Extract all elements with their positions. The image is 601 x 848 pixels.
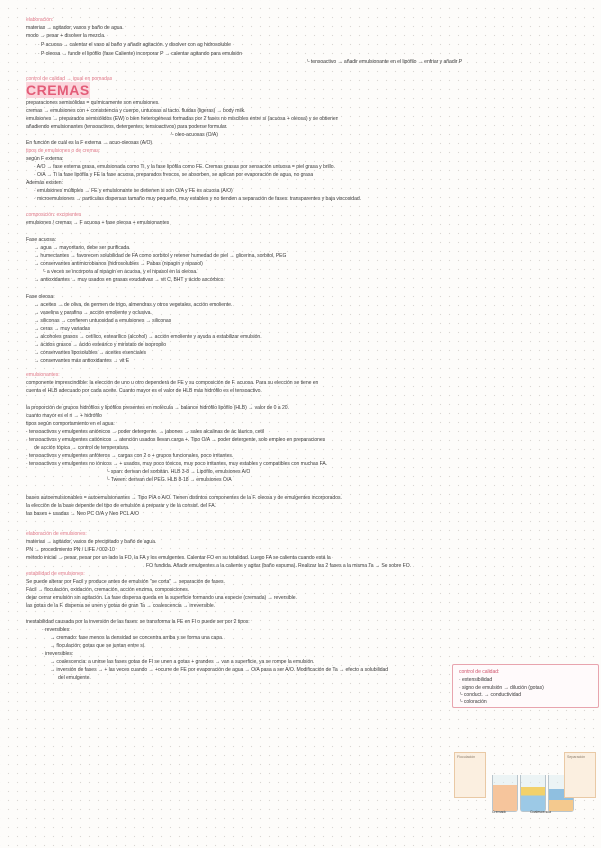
- note-line: → conservantes antimicrobianos (hidrosolubles → Pabas (nipagín y nipasol): [34, 261, 203, 267]
- note-line: → cremado: fase menos la densidad se concentra arriba y se forma una capa.: [50, 635, 224, 641]
- note-line: → conservantes más antioxidantes → vit E: [34, 358, 130, 364]
- note-line: └ span: derivan del sorbitán. HLB 3-8 → Lipófilo, emulsiones A/O: [106, 469, 251, 475]
- note-line: cuanto mayor es el n → + hidrófilo: [26, 413, 102, 419]
- note-line: Se puede alterar por Facil y produce antes de emulsión "se corta" → separación de fases.: [26, 579, 225, 585]
- note-line: materias → agitador, vasos de precipitado y baño de agua.: [26, 539, 157, 545]
- note-line: la proporción de grupos hidrófilos y lipófilos presentes en molécula → balance hidrófilo lipófilo (HLB) → valor de 0 a 20.: [26, 405, 289, 411]
- note-line: cremas → emulsiones con + consistencia y cuerpo, untuosas al tacto. fluidas (ligeras) → body milk.: [26, 108, 246, 114]
- note-line: → humectantes → favorecen solubilidad de FA como sorbitol y retener humedad de piel → glicerina, sorbitol, PEG: [34, 253, 287, 259]
- note-line: → conservantes liposolubles → aceites esenciales: [34, 350, 146, 356]
- note-line: cuenta el HLB adecuado por cada aceite. Cuanto mayor es el valor de HLB más hidrófilo es el tensoactivo.: [26, 388, 262, 394]
- note-line: → floculación: gotas que se juntan entre sí.: [50, 643, 146, 649]
- note-line: · P oleosa → fundir el lipófilo (fase Caliente) incorporar P → calentar agitando para emulsión: [38, 51, 243, 57]
- note-line: · A/O → fase externa grasa, emulsionada como Ti, y la fase lipófila como FE. Cremas grasas por sensación untuosa = piel grasa y brillo.: [34, 164, 335, 170]
- note-line: elaboración:: [26, 17, 54, 23]
- note-line: → ácidos grasos → ácido esteárico y miristato de isopropilo: [34, 342, 167, 348]
- figure-label: Cremado: [492, 810, 507, 814]
- note-line: · O/A → Ti la fase lipófila y FE la fase acuosa, preparados frescos, se absorben, se aplican por evaporación de agua, no grasa: [34, 172, 314, 178]
- note-line: FO fundida. Añadir emulgentes a la caliente y agitar (baño espuma). Realizar las 2 fases a la misma Ta → Se sobre FO.: [146, 563, 412, 569]
- note-line: · microemulsiones → partículas dispersas tamaño muy pequeño, muy estables y no tienden a separación de fases. transparentes y baja viscosidad.: [34, 196, 362, 202]
- note-line: dejar cerrar emulsión sin agitación. La fase dispersa queda en la superficie formando una especie (cremada) → reversible.: [26, 595, 297, 601]
- note-line: PN → procedimiento PN / LIFE / 002-10: [26, 547, 115, 553]
- note-line: tipos de emulsiones o de cremas:: [26, 148, 101, 154]
- beaker-icon: [520, 775, 546, 812]
- figure-panel-left: [454, 752, 486, 798]
- note-line: composición: excipientes: [26, 212, 82, 218]
- note-line: → agua → mayoritario, debe ser purificada.: [34, 245, 131, 251]
- note-line: · tensoactivos y emulgentes aniónicos → poder detergente. → jabones → sales alcalinas de ác láurico, cetil: [26, 429, 264, 435]
- note-line: └ tensoactivo → añadir emulsionante en el lipófilo → enfriar y añadir P: [306, 59, 463, 65]
- note-line: Fácil → floculación, oxidación, cremación, acción enzima, composiciones.: [26, 587, 190, 593]
- note-line: → ceras → muy variadas: [34, 326, 91, 332]
- note-line: control de calidad → igual en pomadas: [26, 76, 113, 82]
- note-line: emulsiones → preparados semisólidos (EW) o bien heterogéneas formadas por 2 fases no miscibles entre sí (acuosa + oleosa) y se obtienen: [26, 116, 339, 122]
- note-line: componente imprescindible: la elección de uno u otro dependerá de FE y su composición de F. acuosa. Para su elección se tiene en: [26, 380, 319, 386]
- note-line: · tensoactivos y emulgentes no iónicos → + usados, muy poco tóxicos, muy poco irritantes, muy estables y compatibles con muchas FA.: [26, 461, 328, 467]
- emulsion-instability-figure: [452, 746, 597, 816]
- note-line: · P acuosa → calentar el vaso al baño y añadir agitación. y disolver con ag hidrosoluble: [38, 42, 231, 48]
- note-line: → coalescencia: a unirse las fases gotas de FI se unen a gotas + grandes → van a superficie, ya se rompe la emulsión.: [50, 659, 315, 665]
- note-line: de acción tópica → control de temperatura.: [34, 445, 130, 451]
- figure-label: Floculación: [457, 755, 476, 759]
- note-line: del emulgente.: [58, 675, 91, 681]
- title-text: CREMAS: [26, 82, 90, 98]
- page-title: [26, 82, 90, 98]
- note-line: Fase oleosa:: [26, 294, 55, 300]
- note-line: → antioxidantes → muy usados en grasas exudativas → vit C, BHT y ácido ascórbico.: [34, 277, 225, 283]
- box-item: · extensibilidad: [459, 677, 493, 683]
- note-line: Fase acuosa:: [26, 237, 56, 243]
- note-line: · emulsiones múltiples → FE y emulsionante se detienen si son O/A y FE es acuosa (A/O): [34, 188, 233, 194]
- note-line: las bases + usadas → Neo PC O/A y Neo PCL A/O: [26, 511, 139, 517]
- quality-control-box: [452, 664, 599, 708]
- note-line: estabilidad de emulsiones:: [26, 571, 85, 577]
- note-line: · reversibles:: [42, 627, 71, 633]
- note-line: método inicial → pesar, pesar por un lado la FO, la FA y los emulgentes. Calentar FO en su totalidad. Luego FA se calienta cuando está la: [26, 555, 331, 561]
- figure-panel-right: [564, 752, 596, 798]
- note-line: emulsiones / cremas → F acuosa + fase oleosa + emulsionantes: [26, 220, 170, 226]
- note-line: añadiendo emulsionantes (tensoactivos, detergentes, tensioactivos) para poderse formular.: [26, 124, 228, 130]
- note-line: emulsionantes:: [26, 372, 60, 378]
- figure-label: Separación: [567, 755, 586, 759]
- note-line: modo → pesar + disolver la mezcla.: [26, 33, 106, 39]
- note-line: elaboración de emulsiones:: [26, 531, 87, 537]
- note-line: └ Tween: derivan del PEG. HLB 8-18 → emulsiones O/A: [106, 477, 232, 483]
- box-item: └ coloración: [459, 699, 487, 705]
- note-line: → aceites → de oliva, de germen de trigo, almendras y otros vegetales, acción emoliente.: [34, 302, 233, 308]
- figure-label: Coalescencia: [530, 810, 551, 814]
- note-line: → alcoholes grasos → cetílico, estearílico (alcohol) → acción emoliente y ayuda a estabilizar emulsión.: [34, 334, 262, 340]
- note-line: └ oleo-acuosas (O/A): [170, 132, 218, 138]
- note-line: tipos según comportamiento en el agua:: [26, 421, 115, 427]
- note-line: Además existen:: [26, 180, 63, 186]
- note-line: la elección de la base depende del tipo de emulsión a preparar y de la consist. del FA.: [26, 503, 216, 509]
- note-line: └ a veces se incorpora al nipagín en acuosa, y el nipasol en la oleosa.: [42, 269, 198, 275]
- note-line: materias → agitador, vasos y baño de agua.: [26, 25, 124, 31]
- box-title: control de calidad:: [459, 669, 500, 675]
- note-line: · tensoactivos y emulgentes anfóteros → cargas con 2 o + grupos funcionales, poco irritantes.: [26, 453, 234, 459]
- box-item: · signo de emulsión → dilución (gotas): [459, 685, 544, 691]
- note-line: · tensoactivos y emulgentes catiónicos → atención usados llevan carga +. Tipo O/A → poder detergente, solo empleo en preparaciones: [26, 437, 326, 443]
- note-line: En función de cuál es la F externa → acuo-oleosas (A/O): [26, 140, 153, 146]
- box-item: └ conduct. → conductividad: [459, 692, 522, 698]
- note-line: · irreversibles:: [42, 651, 74, 657]
- note-line: → inversión de fases → + las veces cuando → +ocurre de FE por evaporación de agua → O/A pasa a ser A/O. Modificación de Ta → efecto a solubilidad: [50, 667, 389, 673]
- note-line: → siliconas → confieren untuosidad a emulsiones → siliconas: [34, 318, 172, 324]
- note-line: bases autoemulsionables = autoemulsionantes → Tipo P/A o A/O. Tienen distintos componentes de la F. oleosa y de emulgentes incorporados.: [26, 495, 342, 501]
- beaker-icon: [492, 775, 518, 812]
- note-line: → vaselina y parafina → acción emoliente y oclusiva.: [34, 310, 152, 316]
- note-line: las gotas de la F. dispersa se unen y gotas de gran Ta → coalescencia → irreversible.: [26, 603, 216, 609]
- note-line: preparaciones semisólidas = químicamente son emulsiones.: [26, 100, 160, 106]
- note-line: inestabilidad causada por la inversión de las fases: se transforma la FE en FI o puede ser por 2 tipos:: [26, 619, 250, 625]
- note-line: según F externa:: [26, 156, 64, 162]
